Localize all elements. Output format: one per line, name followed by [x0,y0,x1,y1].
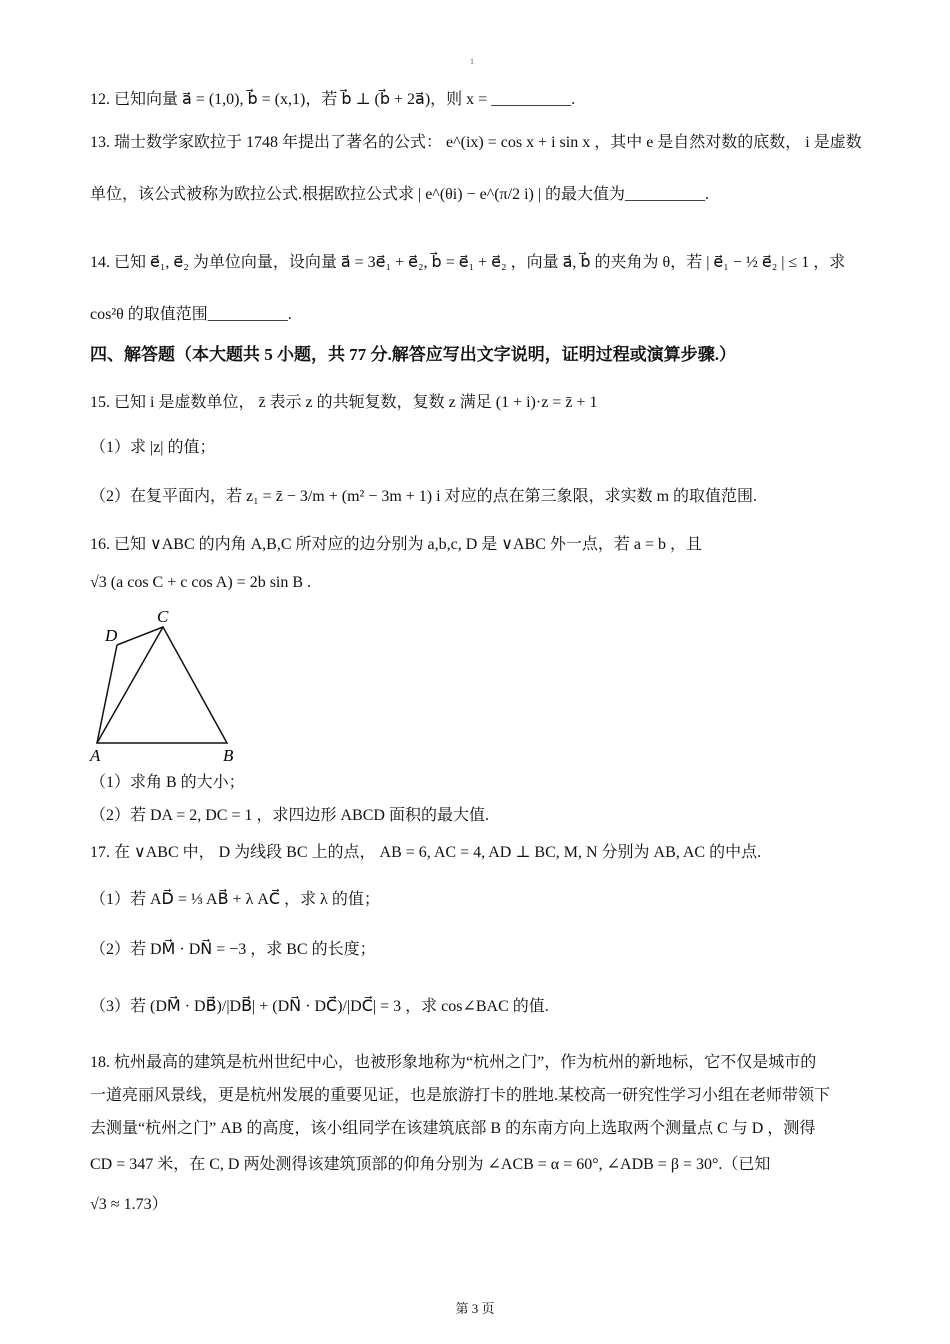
page-number: 第 3 页 [455,1301,495,1316]
label-d: D [105,626,118,645]
question-18-line5: √3 ≈ 1.73） [90,1196,168,1213]
question-16-part1: （1）求角 B 的大小； [90,774,245,791]
question-13-line1: 13. 瑞士数学家欧拉于 1748 年提出了著名的公式： e^(ix) = cos x + i sin x ，其中 e 是自然对数的底数， i 是虚数 [90,134,862,151]
question-16-line1: 16. 已知 ∨ABC 的内角 A,B,C 所对应的边分别为 a,b,c, D 是 ∨ABC 外一点，若 a = b ，且 [90,536,703,553]
label-b: B [223,746,234,765]
segment-ad [97,645,117,743]
question-18-line4: CD = 347 米，在 C, D 两处测得该建筑顶部的仰角分别为 ∠ACB = α = 60°, ∠ADB = β = 30°.（已知 [90,1156,771,1173]
question-17-part2: （2）若 DM⃗ · DN⃗ = −3 ，求 BC 的长度； [90,941,376,958]
label-a: A [90,746,101,765]
label-c: C [157,607,169,626]
question-15: 15. 已知 i 是虚数单位， z̄ 表示 z 的共轭复数，复数 z 满足 (1 + i)·z = z̄ + 1 [90,394,598,411]
header-mark: 1 [470,57,474,66]
section-heading-4: 四、解答题（本大题共 5 小题，共 77 分.解答应写出文字说明，证明过程或演算步骤.） [90,345,736,364]
question-15-part2: （2）在复平面内，若 z₁ = z̄ − 3/m + (m² − 3m + 1) i 对应的点在第三象限，求实数 m 的取值范围. [90,488,758,505]
segment-dc [117,627,163,645]
question-18-line3: 去测量“杭州之门” AB 的高度，该小组同学在该建筑底部 B 的东南方向上选取两个测量点 C 与 D ，测得 [90,1120,816,1137]
question-18-line2: 一道亮丽风景线，更是杭州发展的重要见证，也是旅游打卡的胜地.某校高一研究性学习小组在老师带领下 [90,1087,831,1104]
question-16-line2: √3 (a cos C + c cos A) = 2b sin B . [90,574,312,591]
question-16-part2: （2）若 DA = 2, DC = 1 ，求四边形 ABCD 面积的最大值. [90,807,489,824]
question-18-line1: 18. 杭州最高的建筑是杭州世纪中心，也被形象地称为“杭州之门”，作为杭州的新地标，它不仅是城市的 [90,1054,817,1071]
question-14-line1: 14. 已知 e⃗₁, e⃗₂ 为单位向量，设向量 a⃗ = 3e⃗₁ + e⃗₂, b⃗ = e⃗₁ + e⃗₂ ，向量 a⃗, b⃗ 的夹角为 θ，若 | e⃗₁ − ½ e⃗₂ | ≤ 1 ，求 [90,254,846,271]
question-17: 17. 在 ∨ABC 中， D 为线段 BC 上的点， AB = 6, AC = 4, AD ⊥ BC, M, N 分别为 AB, AC 的中点. [90,844,762,861]
question-17-part3: （3）若 (DM⃗ · DB⃗)/|DB⃗| + (DN⃗ · DC⃗)/|DC⃗| = 3 ，求 cos∠BAC 的值. [90,998,549,1015]
question-14-line2: cos²θ 的取值范围__________. [90,306,292,323]
question-15-part1: （1）求 |z| 的值； [90,439,216,456]
question-12: 12. 已知向量 a⃗ = (1,0), b⃗ = (x,1)，若 b⃗ ⊥ (b⃗ + 2a⃗)，则 x = __________. [90,91,576,108]
question-13-line2: 单位，该公式被称为欧拉公式.根据欧拉公式求 | e^(θi) − e^(π/2 i) | 的最大值为__________. [90,186,710,203]
question-17-part1: （1）若 AD⃗ = ⅓ AB⃗ + λ AC⃗ ，求 λ 的值； [90,891,380,908]
quadrilateral-figure [85,605,255,765]
